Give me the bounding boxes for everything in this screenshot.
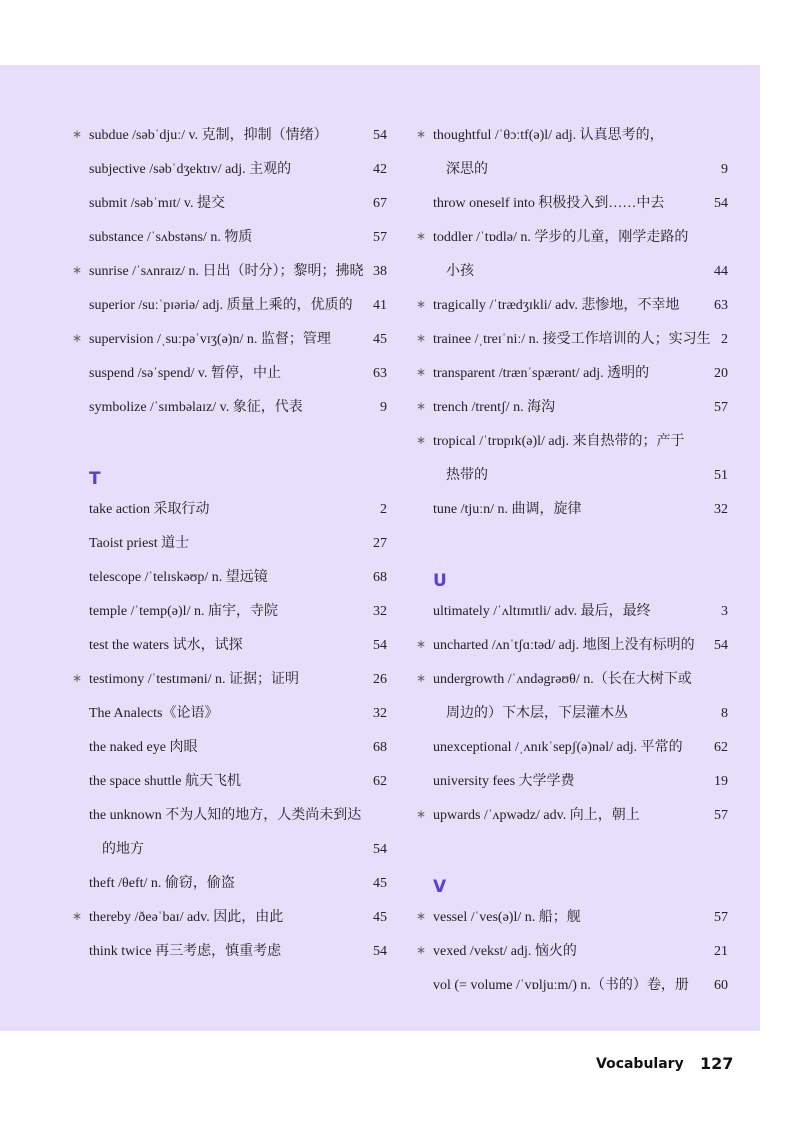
entry-text: 深思的 [446, 162, 488, 177]
asterisk-icon: ∗ [416, 943, 427, 957]
entry-text: the unknown 不为人知的地方，人类尚未到达 [89, 808, 362, 823]
entry-continuation [416, 458, 728, 492]
vocab-entry [72, 594, 387, 628]
entry-text: tragically /ˈtrædʒɪkli/ adv. 悲惨地，不幸地 [433, 298, 680, 313]
vocab-entry [72, 934, 387, 968]
entry-page-number: 54 [373, 128, 387, 143]
entry-text: supervision /ˌsuːpəˈvɪʒ(ə)n/ n. 监督；管理 [89, 332, 331, 347]
asterisk-icon: ∗ [416, 399, 427, 413]
entry-page-number: 45 [373, 910, 387, 925]
entry-page-number: 45 [373, 332, 387, 347]
entry-page-number: 32 [373, 604, 387, 619]
entry-continuation [416, 254, 728, 288]
vocab-entry [416, 900, 728, 934]
entry-text: throw oneself into 积极投入到……中去 [433, 196, 665, 211]
entry-page-number: 62 [714, 740, 728, 755]
section-gap [72, 424, 387, 458]
asterisk-icon: ∗ [416, 433, 427, 447]
entry-page-number: 41 [373, 298, 387, 313]
entry-page-number: 45 [373, 876, 387, 891]
entry-text: 小孩 [446, 264, 474, 279]
entry-page-number: 3 [721, 604, 728, 619]
entry-text: The Analects《论语》 [89, 706, 219, 721]
entry-text: vol (= volume /ˈvɒljuːm/) n.（书的）卷，册 [433, 978, 689, 993]
vocab-entry [72, 118, 387, 152]
vocab-entry [416, 322, 728, 356]
footer-page-number: 127 [700, 1054, 734, 1073]
right-column [416, 118, 728, 1002]
entry-text: theft /θeft/ n. 偷窃，偷盗 [89, 876, 235, 891]
vocab-entry [416, 356, 728, 390]
vocab-entry [72, 390, 387, 424]
entry-text: testimony /ˈtestɪməni/ n. 证据；证明 [89, 672, 299, 687]
section-gap [416, 832, 728, 866]
asterisk-icon: ∗ [416, 229, 427, 243]
entry-page-number: 32 [373, 706, 387, 721]
entry-text: uncharted /ʌnˈtʃɑːtəd/ adj. 地图上没有标明的 [433, 638, 695, 653]
entry-page-number: 62 [373, 774, 387, 789]
entry-text: thoughtful /ˈθɔːtf(ə)l/ adj. 认真思考的， [433, 128, 664, 143]
vocab-entry [72, 798, 387, 832]
entry-text: take action 采取行动 [89, 502, 210, 517]
vocab-entry [416, 492, 728, 526]
entry-page-number: 57 [373, 230, 387, 245]
vocab-entry [72, 628, 387, 662]
entry-page-number: 9 [721, 162, 728, 177]
entry-page-number: 2 [380, 502, 387, 517]
entry-page-number: 19 [714, 774, 728, 789]
entry-text: university fees 大学学费 [433, 774, 575, 789]
asterisk-icon: ∗ [416, 297, 427, 311]
entry-text: subjective /səbˈdʒektɪv/ adj. 主观的 [89, 162, 292, 177]
vocab-entry [72, 186, 387, 220]
vocab-entry [72, 526, 387, 560]
entry-continuation [72, 832, 387, 866]
vocab-entry [416, 186, 728, 220]
entry-page-number: 54 [714, 638, 728, 653]
vocab-entry [416, 424, 728, 458]
entry-text: temple /ˈtemp(ə)l/ n. 庙宇，寺院 [89, 604, 278, 619]
entry-page-number: 68 [373, 570, 387, 585]
entry-text: superior /suːˈpɪəriə/ adj. 质量上乘的，优质的 [89, 298, 353, 313]
left-column [72, 118, 387, 968]
entry-text: thereby /ðeəˈbaɪ/ adv. 因此，由此 [89, 910, 284, 925]
section-letter [72, 458, 387, 492]
vocab-entry [416, 730, 728, 764]
entry-text: trench /trentʃ/ n. 海沟 [433, 400, 556, 415]
entry-text: think twice 再三考虑，慎重考虑 [89, 944, 282, 959]
section-letter [416, 866, 728, 900]
entry-text: suspend /səˈspend/ v. 暂停，中止 [89, 366, 281, 381]
entry-text: toddler /ˈtɒdlə/ n. 学步的儿童，刚学走路的 [433, 230, 689, 245]
asterisk-icon: ∗ [416, 807, 427, 821]
asterisk-icon: ∗ [416, 365, 427, 379]
entry-page-number: 2 [721, 332, 728, 347]
entry-text: undergrowth /ˈʌndəgrəʊθ/ n.（长在大树下或 [433, 672, 692, 687]
entry-page-number: 51 [714, 468, 728, 483]
entry-page-number: 57 [714, 808, 728, 823]
entry-page-number: 42 [373, 162, 387, 177]
entry-page-number: 38 [373, 264, 387, 279]
entry-text: ultimately /ˈʌltɪmɪtli/ adv. 最后，最终 [433, 604, 651, 619]
entry-text: trainee /ˌtreɪˈniː/ n. 接受工作培训的人；实习生 [433, 332, 711, 347]
vocab-entry [72, 220, 387, 254]
entry-page-number: 32 [714, 502, 728, 517]
entry-page-number: 57 [714, 400, 728, 415]
entry-page-number: 67 [373, 196, 387, 211]
vocab-entry [72, 900, 387, 934]
vocab-entry [416, 968, 728, 1002]
entry-page-number: 54 [373, 944, 387, 959]
entry-text: submit /səbˈmɪt/ v. 提交 [89, 196, 225, 211]
vocab-entry [72, 560, 387, 594]
vocab-entry [416, 594, 728, 628]
footer-section-label: Vocabulary [596, 1056, 684, 1072]
asterisk-icon: ∗ [72, 909, 83, 923]
entry-text: Taoist priest 道士 [89, 536, 190, 551]
entry-page-number: 20 [714, 366, 728, 381]
vocab-entry [416, 628, 728, 662]
entry-page-number: 68 [373, 740, 387, 755]
entry-page-number: 54 [373, 842, 387, 857]
asterisk-icon: ∗ [72, 127, 83, 141]
asterisk-icon: ∗ [72, 263, 83, 277]
vocab-entry [72, 730, 387, 764]
vocab-entry [416, 288, 728, 322]
entry-page-number: 57 [714, 910, 728, 925]
entry-text: unexceptional /ˌʌnɪkˈsepʃ(ə)nəl/ adj. 平常的 [433, 740, 683, 755]
vocab-entry [72, 356, 387, 390]
section-letter-label: T [89, 469, 101, 489]
vocab-entry [416, 798, 728, 832]
entry-text: telescope /ˈtelɪskəʊp/ n. 望远镜 [89, 570, 268, 585]
asterisk-icon: ∗ [416, 127, 427, 141]
vocab-entry [72, 152, 387, 186]
vocab-entry [416, 118, 728, 152]
entry-page-number: 27 [373, 536, 387, 551]
vocab-entry [72, 696, 387, 730]
entry-page-number: 63 [714, 298, 728, 313]
entry-text: upwards /ˈʌpwədz/ adv. 向上，朝上 [433, 808, 640, 823]
section-gap [416, 526, 728, 560]
vocab-entry [72, 764, 387, 798]
entry-page-number: 44 [714, 264, 728, 279]
entry-text: substance /ˈsʌbstəns/ n. 物质 [89, 230, 253, 245]
entry-page-number: 54 [373, 638, 387, 653]
entry-page-number: 54 [714, 196, 728, 211]
vocab-entry [72, 288, 387, 322]
entry-text: 的地方 [102, 842, 144, 857]
section-letter-label: V [433, 877, 447, 897]
entry-continuation [416, 152, 728, 186]
entry-page-number: 63 [373, 366, 387, 381]
entry-text: subdue /səbˈdjuː/ v. 克制，抑制（情绪） [89, 128, 328, 143]
asterisk-icon: ∗ [416, 331, 427, 345]
vocab-entry [416, 662, 728, 696]
entry-text: symbolize /ˈsɪmbəlaɪz/ v. 象征，代表 [89, 400, 303, 415]
asterisk-icon: ∗ [72, 671, 83, 685]
entry-text: 周边的）下木层，下层灌木丛 [446, 706, 628, 721]
entry-page-number: 26 [373, 672, 387, 687]
vocab-entry [416, 934, 728, 968]
vocab-entry [416, 764, 728, 798]
section-letter-label: U [433, 571, 447, 591]
entry-page-number: 60 [714, 978, 728, 993]
asterisk-icon: ∗ [72, 331, 83, 345]
entry-text: sunrise /ˈsʌnraɪz/ n. 日出（时分）；黎明；拂晓 [89, 264, 364, 279]
entry-text: the space shuttle 航天飞机 [89, 774, 242, 789]
entry-text: test the waters 试水，试探 [89, 638, 243, 653]
entry-page-number: 8 [721, 706, 728, 721]
entry-text: 热带的 [446, 468, 488, 483]
asterisk-icon: ∗ [416, 671, 427, 685]
vocab-entry [416, 220, 728, 254]
entry-continuation [416, 696, 728, 730]
entry-text: the naked eye 肉眼 [89, 740, 198, 755]
vocab-entry [72, 254, 387, 288]
asterisk-icon: ∗ [416, 637, 427, 651]
vocab-entry [72, 322, 387, 356]
section-letter [416, 560, 728, 594]
vocab-entry [72, 492, 387, 526]
vocab-entry [72, 662, 387, 696]
entry-text: tropical /ˈtrɒpɪk(ə)l/ adj. 来自热带的；产于 [433, 434, 685, 449]
vocab-entry [72, 866, 387, 900]
vocab-entry [416, 390, 728, 424]
entry-page-number: 21 [714, 944, 728, 959]
entry-page-number: 9 [380, 400, 387, 415]
entry-text: transparent /trænˈspærənt/ adj. 透明的 [433, 366, 650, 381]
entry-text: tune /tjuːn/ n. 曲调，旋律 [433, 502, 582, 517]
entry-text: vessel /ˈves(ə)l/ n. 船；舰 [433, 910, 581, 925]
asterisk-icon: ∗ [416, 909, 427, 923]
entry-text: vexed /vekst/ adj. 恼火的 [433, 944, 577, 959]
